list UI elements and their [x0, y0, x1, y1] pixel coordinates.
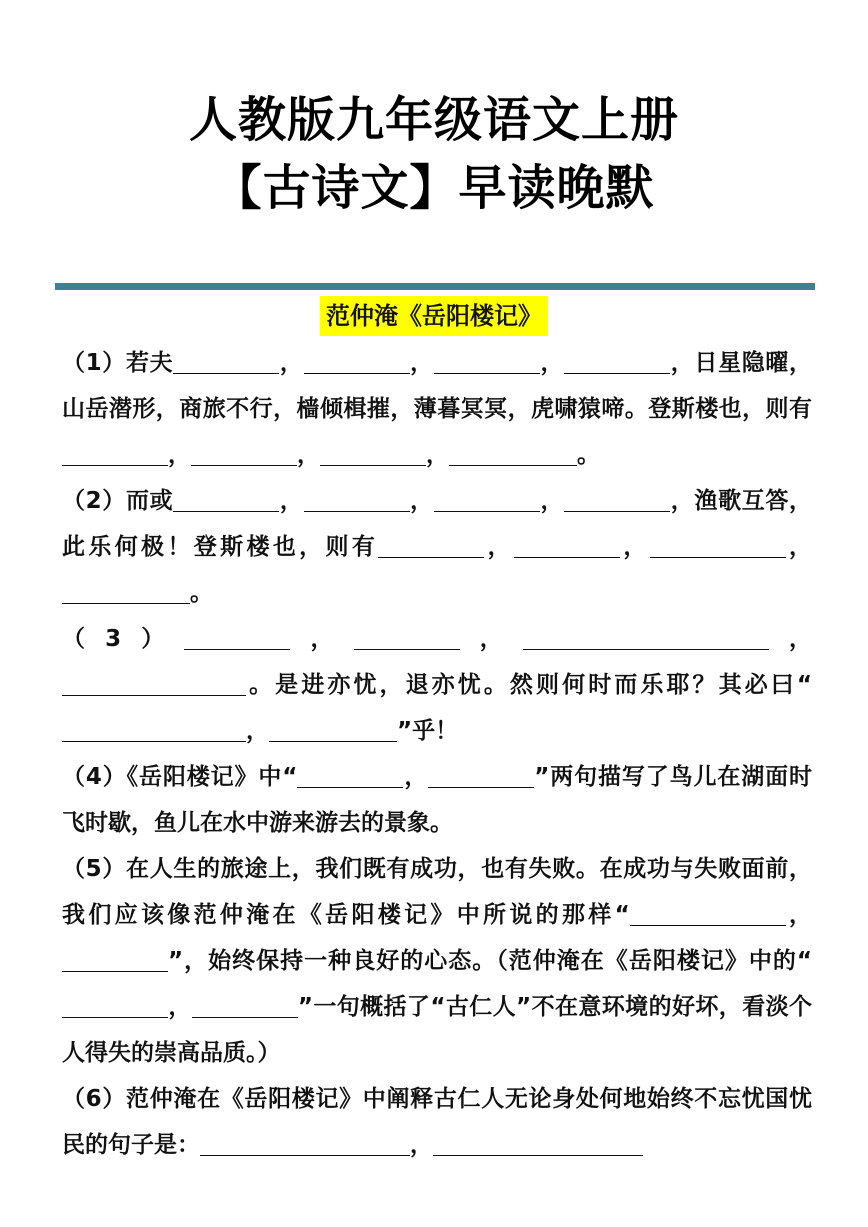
q1-text-e: ，日星隐曜，山岳潜形，商旅不行，樯倾楫摧，薄暮冥冥，虎啸猿啼。登斯楼也，则有: [62, 350, 813, 422]
answer-blank[interactable]: [630, 899, 786, 926]
q2-text-h: ，: [785, 534, 813, 560]
question-1: [62, 340, 812, 478]
answer-blank[interactable]: [173, 485, 279, 512]
q1-text-b: ，: [279, 350, 304, 376]
q3-text-e: 。是进亦忧，退亦忧。然则何时而乐耶？其必曰“: [246, 672, 812, 698]
answer-blank[interactable]: [320, 439, 426, 466]
q6-text-a: （6）范仲淹在《岳阳楼记》中阐释古仁人无论身处何地始终不忘忧国忧民的句子是：: [62, 1086, 812, 1158]
q4-text-b: ，: [403, 764, 429, 790]
section-heading: [0, 296, 868, 336]
q2-text-g: ，: [619, 534, 650, 560]
answer-blank[interactable]: [62, 577, 190, 604]
q2-text-c: ，: [409, 488, 434, 514]
q3-text-d: ，: [768, 626, 812, 652]
answer-blank[interactable]: [564, 347, 670, 374]
answer-blank[interactable]: [523, 623, 769, 650]
answer-blank[interactable]: [62, 991, 168, 1018]
title-line-1: 人教版九年级语文上册: [188, 92, 679, 148]
q1-text-d: ，: [539, 350, 565, 376]
answer-blank[interactable]: [269, 715, 397, 742]
answer-blank[interactable]: [62, 439, 168, 466]
q3-text-c: ，: [459, 626, 523, 652]
answer-blank[interactable]: [62, 669, 246, 696]
q4-text-c: ”两句描写了鸟儿在湖面时飞时歇，鱼儿在水中游来游去的景象。: [62, 764, 813, 836]
answer-blank[interactable]: [428, 761, 534, 788]
answer-blank[interactable]: [514, 531, 620, 558]
q2-text-a: （2）而或: [62, 488, 174, 514]
answer-blank[interactable]: [304, 485, 410, 512]
q6-text-b: ，: [410, 1132, 433, 1158]
section-divider: [55, 283, 815, 290]
answer-blank[interactable]: [433, 1129, 643, 1156]
question-3: [62, 616, 812, 754]
answer-blank[interactable]: [200, 1129, 410, 1156]
answer-blank[interactable]: [564, 485, 670, 512]
q5-text-c: ”，始终保持一种良好的心态。（范仲淹在《岳阳楼记》中的“: [168, 948, 812, 974]
answer-blank[interactable]: [192, 991, 298, 1018]
q3-text-b: ，: [290, 626, 354, 652]
q1-text-i: 。: [577, 442, 600, 468]
answer-blank[interactable]: [449, 439, 577, 466]
q3-text-a: （3）: [62, 626, 185, 652]
q5-text-b: ，: [785, 902, 812, 928]
q2-text-e: ，渔歌互答，此乐何极！登斯楼也，则有: [62, 488, 813, 560]
q2-text-b: ，: [279, 488, 304, 514]
q1-text-a: （1）若夫: [62, 350, 174, 376]
answer-blank[interactable]: [434, 485, 540, 512]
q5-text-a: （5）在人生的旅途上，我们既有成功，也有失败。在成功与失败面前，我们应该像范仲淹在《岳阳楼记》中所说的那样“: [62, 856, 812, 928]
answer-blank[interactable]: [173, 347, 279, 374]
q2-text-i: 。: [190, 580, 213, 606]
answer-blank[interactable]: [191, 439, 297, 466]
answer-blank[interactable]: [184, 623, 290, 650]
q1-text-g: ，: [297, 442, 320, 468]
q3-text-f: ，: [246, 718, 269, 744]
question-2: [62, 478, 812, 616]
q2-text-f: ，: [484, 534, 514, 560]
q1-text-c: ，: [409, 350, 434, 376]
question-6: [62, 1076, 812, 1168]
answer-blank[interactable]: [650, 531, 786, 558]
answer-blank[interactable]: [297, 761, 403, 788]
answer-blank[interactable]: [354, 623, 460, 650]
answer-blank[interactable]: [434, 347, 540, 374]
answer-blank[interactable]: [304, 347, 410, 374]
section-heading-text: 范仲淹《岳阳楼记》: [320, 296, 548, 336]
q1-text-f: ，: [168, 442, 191, 468]
q4-text-a: （4）《岳阳楼记》中“: [62, 764, 298, 790]
q5-text-d: ，: [168, 994, 192, 1020]
answer-blank[interactable]: [378, 531, 484, 558]
answer-blank[interactable]: [62, 945, 168, 972]
q1-text-h: ，: [426, 442, 449, 468]
q5-text-e: ”一句概括了“古仁人”不在意环境的好坏，看淡个人得失的崇高品质。）: [62, 994, 812, 1066]
title-line-2: 【古诗文】早读晚默: [213, 160, 655, 216]
q2-text-d: ，: [539, 488, 565, 514]
question-5: [62, 846, 812, 1076]
question-list: [62, 340, 812, 1168]
q3-text-g: ”乎！: [397, 718, 459, 744]
answer-blank[interactable]: [62, 715, 246, 742]
question-4: [62, 754, 812, 846]
